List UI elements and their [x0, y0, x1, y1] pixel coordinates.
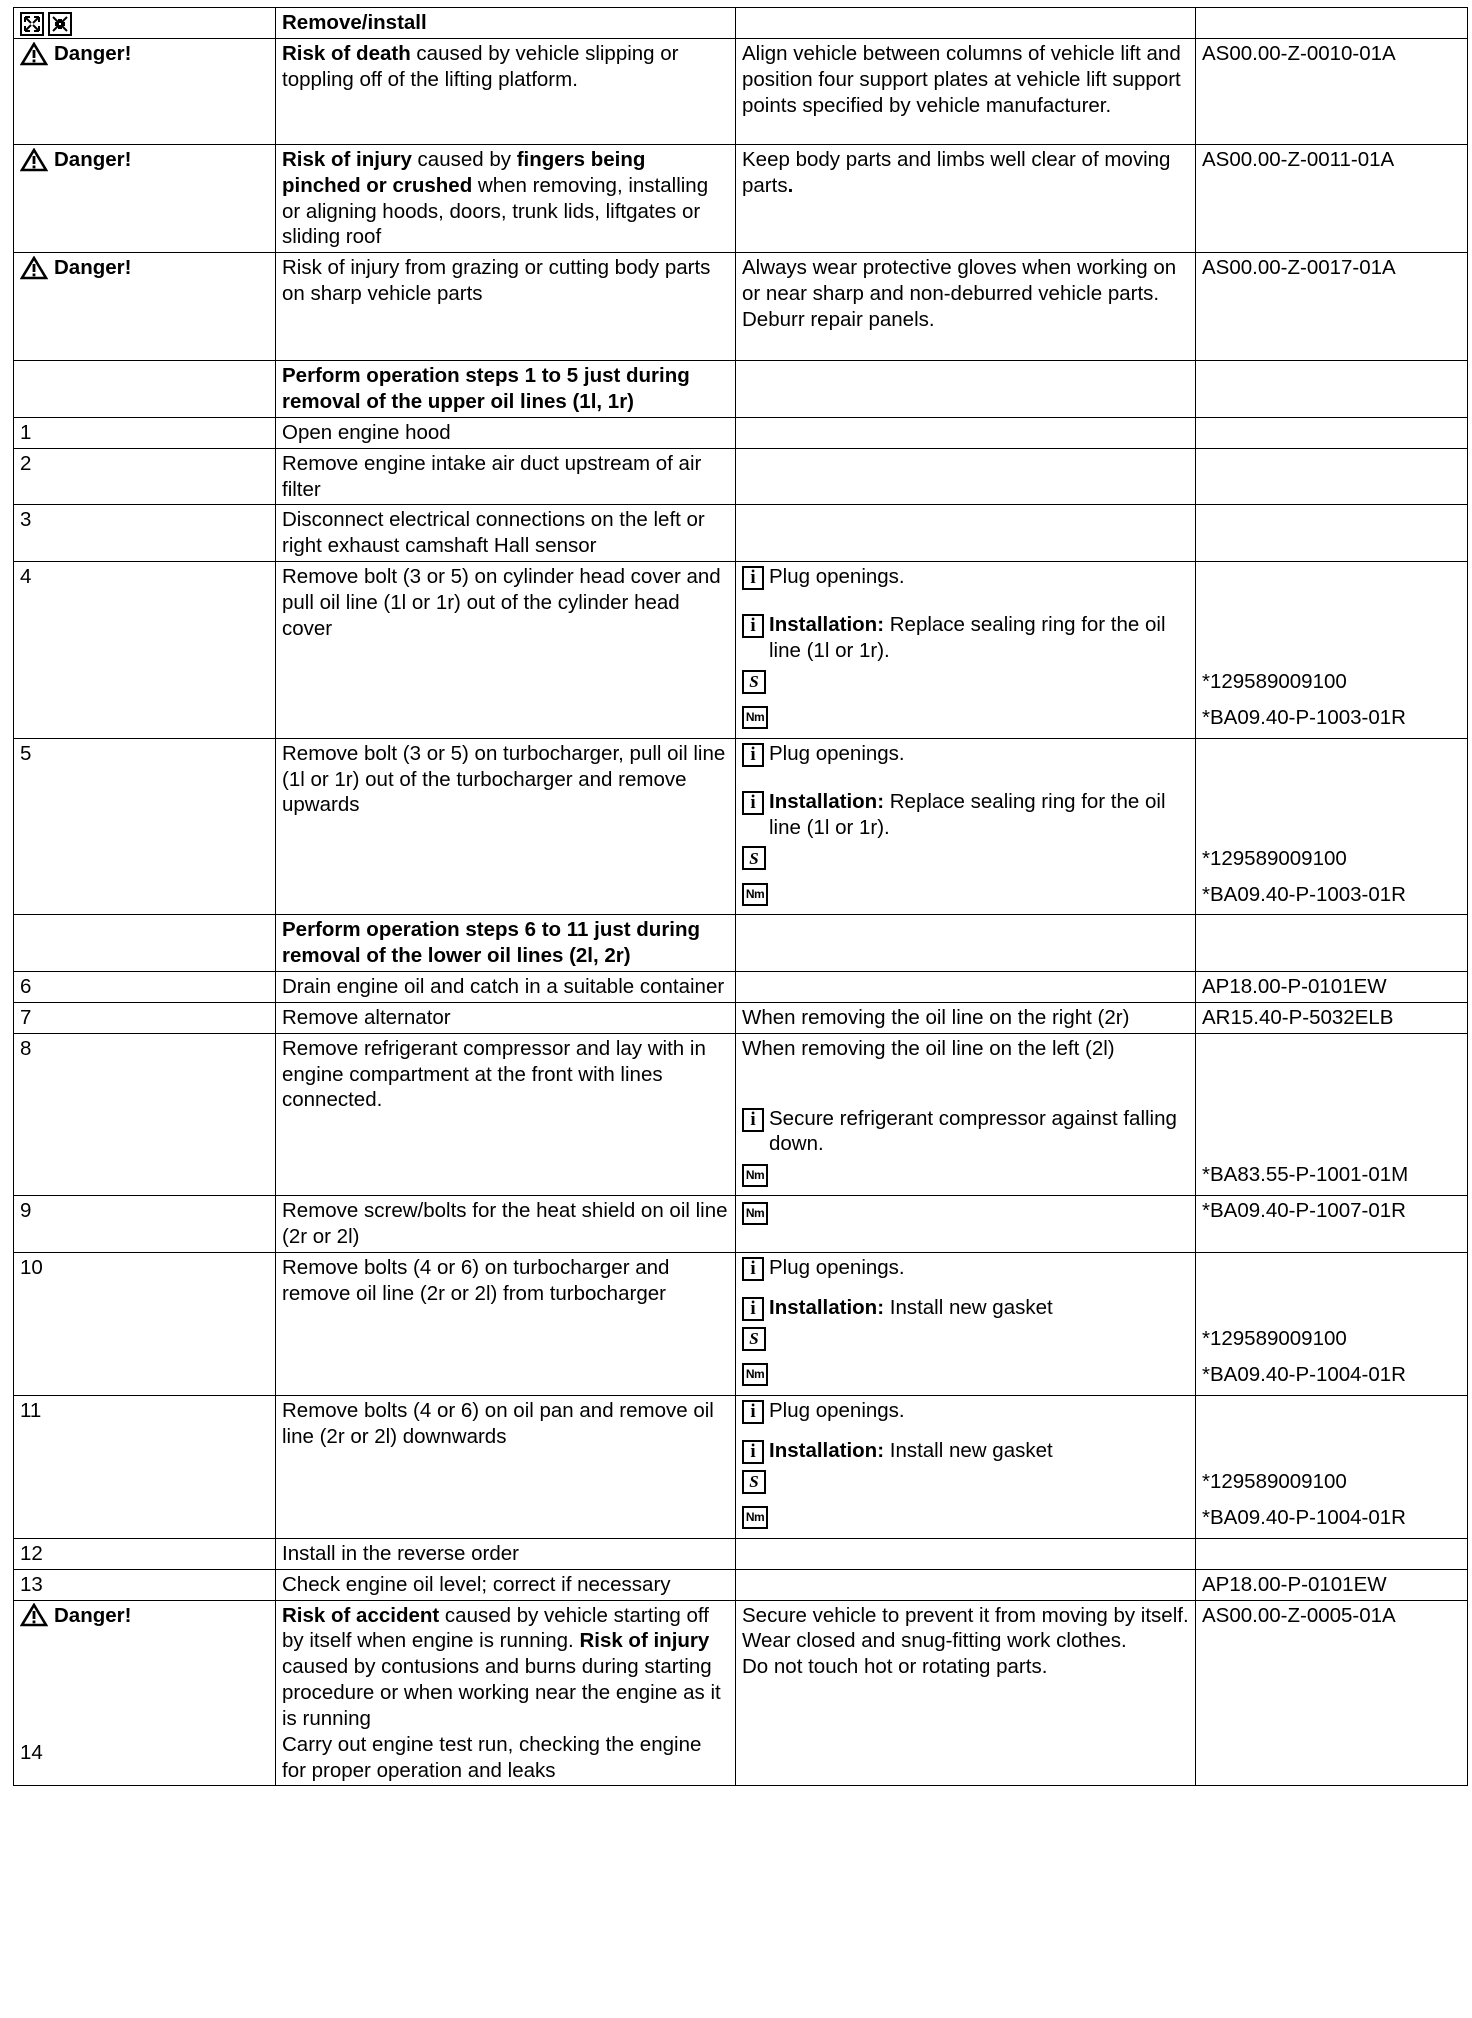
step-row — [14, 1569, 1468, 1600]
tool-reference-link[interactable]: *129589009100 — [1202, 846, 1347, 870]
step-number: 13 — [14, 1569, 276, 1600]
safety-instruction: Wear closed and snug-fitting work clothes. — [742, 1629, 1127, 1653]
info-icon: i — [742, 566, 764, 590]
step-row — [14, 1196, 1468, 1253]
safety-row — [14, 253, 1468, 361]
note-text: Plug openings. — [769, 1255, 905, 1279]
step-row — [14, 505, 1468, 562]
step-text: Remove bolt (3 or 5) on turbocharger, pull oil line (1l or 1r) out of the turbocharger and remove upwards — [276, 738, 736, 915]
step-text: Disconnect electrical connections on the left or right exhaust camshaft Hall sensor — [276, 505, 736, 562]
step-row — [14, 562, 1468, 739]
step-number: 7 — [14, 1002, 276, 1033]
step-number: 11 — [14, 1395, 276, 1538]
torque-reference-link[interactable]: *BA09.40-P-1003-01R — [1202, 705, 1406, 729]
header-row — [14, 8, 1468, 39]
step-number: 1 — [14, 417, 276, 448]
step-text: Carry out engine test run, checking the engine for proper operation and leaks — [282, 1732, 702, 1782]
torque-reference-link[interactable]: *BA09.40-P-1003-01R — [1202, 882, 1406, 906]
torque-icon[interactable]: Nm — [742, 1363, 768, 1386]
note-text: Install new gasket — [884, 1438, 1053, 1462]
safety-row — [14, 39, 1468, 145]
step-number: 4 — [14, 562, 276, 739]
torque-icon[interactable]: Nm — [742, 883, 768, 906]
info-icon: i — [742, 791, 764, 815]
expand-icon[interactable] — [20, 12, 44, 36]
step-number: 2 — [14, 448, 276, 505]
step-row — [14, 448, 1468, 505]
tool-reference-link[interactable]: *129589009100 — [1202, 669, 1347, 693]
info-icon: i — [742, 1108, 764, 1132]
danger-label: Danger! — [54, 148, 132, 171]
special-tool-icon[interactable]: S — [742, 1327, 766, 1351]
special-tool-icon[interactable]: S — [742, 670, 766, 694]
danger-label: Danger! — [54, 256, 132, 280]
step-row — [14, 738, 1468, 915]
torque-reference-link[interactable]: *BA09.40-P-1007-01R — [1202, 1199, 1406, 1223]
note-text: When removing the oil line on the left (2l) — [742, 1036, 1115, 1060]
risk-text: caused by vehicle starting off by itself when engine is running. — [282, 1603, 709, 1653]
safety-instruction: Do not touch hot or rotating parts. — [742, 1655, 1048, 1679]
document-reference-link[interactable]: AS00.00-Z-0011-01A — [1202, 148, 1395, 171]
risk-text: Risk of injury from grazing or cutting body parts on sharp vehicle parts — [282, 256, 711, 306]
procedure-title: Remove/install — [282, 11, 427, 34]
step-number: 9 — [14, 1196, 276, 1253]
step-number: 5 — [14, 738, 276, 915]
warning-triangle-icon — [20, 42, 48, 66]
step-text: Install in the reverse order — [276, 1538, 736, 1569]
step-text: Drain engine oil and catch in a suitable container — [276, 972, 736, 1003]
info-icon: i — [742, 614, 764, 638]
step-row — [14, 1395, 1468, 1538]
torque-reference-link[interactable]: *BA09.40-P-1004-01R — [1202, 1362, 1406, 1386]
note-text: When removing the oil line on the right (2r) — [736, 1002, 1196, 1033]
note-text: Replace sealing ring for the oil line (1l or 1r). — [769, 613, 1166, 662]
risk-text: when removing, installing or aligning hoods, doors, trunk lids, liftgates or sliding roof — [282, 173, 709, 249]
note-text: Install new gasket — [884, 1295, 1053, 1319]
section-heading: Perform operation steps 1 to 5 just during removal of the upper oil lines (1l, 1r) — [282, 364, 690, 414]
warning-triangle-icon — [20, 256, 48, 280]
special-tool-icon[interactable]: S — [742, 1470, 766, 1494]
info-icon: i — [742, 1440, 764, 1464]
risk-text: caused by vehicle slipping or toppling off of the lifting platform. — [282, 42, 679, 91]
risk-text: caused by contusions and burns during starting procedure or when working near the engine as it is running — [282, 1655, 721, 1730]
risk-title: Risk of injury — [579, 1629, 710, 1653]
warning-triangle-icon — [20, 1603, 48, 1627]
info-icon: i — [742, 1400, 764, 1424]
note-text: Secure refrigerant compressor against falling down. — [769, 1106, 1177, 1156]
document-reference-link[interactable]: AP18.00-P-0101EW — [1202, 975, 1387, 999]
installation-label: Installation: — [769, 613, 885, 637]
section-heading: Perform operation steps 6 to 11 just during removal of the lower oil lines (2l, 2r) — [282, 918, 701, 968]
safety-row — [14, 1600, 1468, 1786]
danger-label: Danger! — [54, 42, 132, 65]
step-row — [14, 417, 1468, 448]
step-number: 3 — [14, 505, 276, 562]
torque-icon[interactable]: Nm — [742, 706, 768, 729]
safety-instruction-period: . — [787, 173, 794, 197]
torque-icon[interactable]: Nm — [742, 1202, 768, 1225]
step-row — [14, 1033, 1468, 1195]
risk-title: Risk of death — [282, 42, 411, 65]
safety-instruction: Keep body parts and limbs well clear of moving parts — [742, 148, 1171, 197]
info-icon: i — [742, 743, 764, 767]
installation-label: Installation: — [769, 789, 885, 813]
safety-row — [14, 145, 1468, 253]
step-text: Remove refrigerant compressor and lay with in engine compartment at the front with lines connected. — [276, 1033, 736, 1195]
info-icon: i — [742, 1297, 764, 1321]
document-reference-link[interactable]: AS00.00-Z-0010-01A — [1202, 42, 1396, 65]
step-text: Remove bolt (3 or 5) on cylinder head cover and pull oil line (1l or 1r) out of the cylinder head cover — [276, 562, 736, 739]
section-row — [14, 915, 1468, 972]
document-reference-link[interactable]: AS00.00-Z-0005-01A — [1202, 1603, 1396, 1627]
torque-icon[interactable]: Nm — [742, 1506, 768, 1529]
step-number: 14 — [20, 1741, 43, 1765]
document-reference-link[interactable]: AP18.00-P-0101EW — [1202, 1572, 1387, 1596]
step-text: Remove screw/bolts for the heat shield on oil line (2r or 2l) — [276, 1196, 736, 1253]
info-icon: i — [742, 1257, 764, 1281]
step-row — [14, 972, 1468, 1003]
torque-reference-link[interactable]: *BA83.55-P-1001-01M — [1202, 1163, 1409, 1187]
risk-text: caused by — [411, 148, 517, 171]
safety-instruction: Secure vehicle to prevent it from moving by itself. — [742, 1603, 1189, 1627]
risk-title: Risk of injury — [282, 148, 412, 171]
step-number: 8 — [14, 1033, 276, 1195]
safety-instruction: Align vehicle between columns of vehicle lift and position four support plates at vehicle lift support points specified by vehicle manufacturer. — [742, 42, 1181, 117]
document-reference-link[interactable]: AS00.00-Z-0017-01A — [1202, 256, 1396, 280]
collapse-icon[interactable] — [48, 12, 72, 36]
installation-label: Installation: — [769, 1438, 885, 1462]
step-row — [14, 1252, 1468, 1395]
step-number: 6 — [14, 972, 276, 1003]
step-number: 10 — [14, 1252, 276, 1395]
risk-title: Risk of accident — [282, 1603, 440, 1627]
procedure-table — [13, 7, 1468, 1786]
special-tool-icon[interactable]: S — [742, 846, 766, 870]
section-row — [14, 361, 1468, 418]
torque-reference-link[interactable]: *BA09.40-P-1004-01R — [1202, 1505, 1406, 1529]
warning-triangle-icon — [20, 148, 48, 172]
installation-label: Installation: — [769, 1295, 885, 1319]
tool-reference-link[interactable]: *129589009100 — [1202, 1469, 1347, 1493]
step-text: Open engine hood — [276, 417, 736, 448]
safety-instruction: Always wear protective gloves when working on or near sharp and non-deburred vehicle parts. — [742, 256, 1177, 306]
note-text: Plug openings. — [769, 741, 905, 765]
document-reference-link[interactable]: AR15.40-P-5032ELB — [1202, 1005, 1394, 1029]
step-text: Remove alternator — [276, 1002, 736, 1033]
danger-label: Danger! — [54, 1603, 132, 1627]
safety-instruction: Deburr repair panels. — [742, 307, 935, 331]
note-text: Plug openings. — [769, 565, 905, 589]
step-text: Check engine oil level; correct if necessary — [276, 1569, 736, 1600]
step-number: 12 — [14, 1538, 276, 1569]
tool-reference-link[interactable]: *129589009100 — [1202, 1326, 1347, 1350]
step-text: Remove bolts (4 or 6) on oil pan and remove oil line (2r or 2l) downwards — [276, 1395, 736, 1538]
step-text: Remove engine intake air duct upstream of air filter — [276, 448, 736, 505]
torque-icon[interactable]: Nm — [742, 1164, 768, 1187]
procedure-document — [13, 7, 1467, 1786]
step-row — [14, 1538, 1468, 1569]
note-text: Plug openings. — [769, 1398, 905, 1422]
step-text: Remove bolts (4 or 6) on turbocharger and remove oil line (2r or 2l) from turbocharger — [276, 1252, 736, 1395]
note-text: Replace sealing ring for the oil line (1l or 1r). — [769, 789, 1166, 839]
step-row — [14, 1002, 1468, 1033]
risk-emphasis: fingers being pinched or crushed — [282, 148, 646, 197]
